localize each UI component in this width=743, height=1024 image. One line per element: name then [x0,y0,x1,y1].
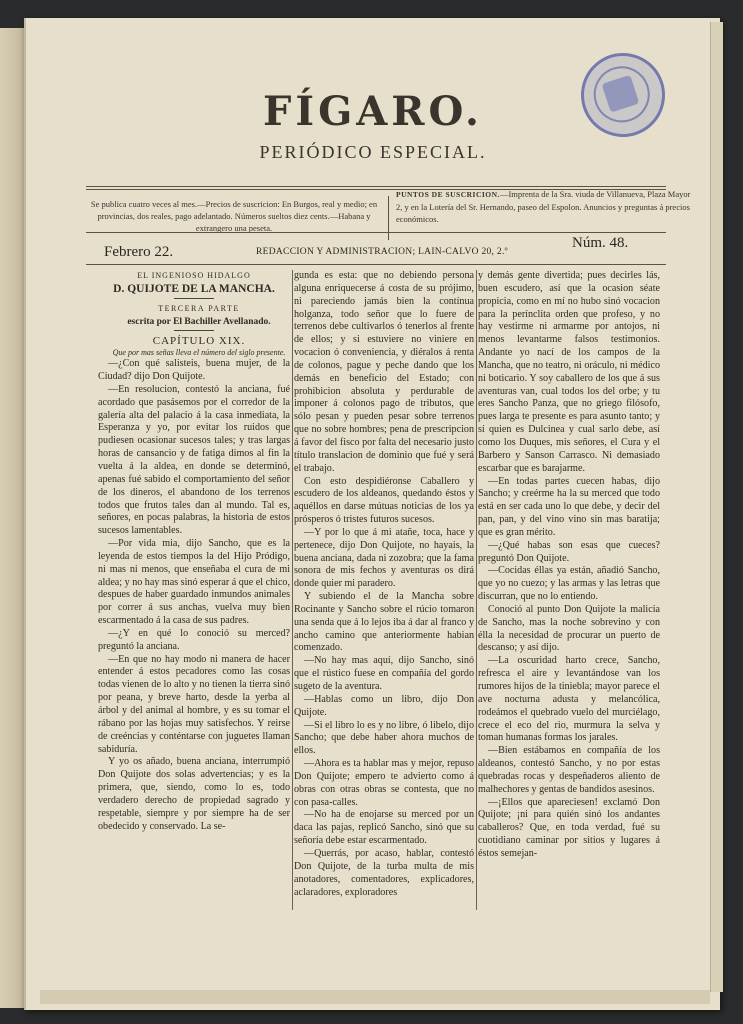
page-stack-edge [710,22,723,992]
paragraph: —En que no hay modo ni manera de hacer entender á estos pecadores como las cosas todas vienen de lo alto y no tienen la tierra sinó por peana, y breve harto, desde la yerba al árbol y del animal al hombre, y es su tomar el rábano por las hojas muy satisfechos. Y reirse de creéncias y conténtarse con juguetes llaman sabiduría. [98,653,290,755]
page-bottom-edge [40,990,710,1004]
column-1 [98,270,290,833]
paragraph: —Ahora es ta hablar mas y mejor, repuso Don Quijote; empero te advierto como á obras con otras obras se contesta, que no con pasa-calles. [294,758,474,808]
rule-top [86,186,666,187]
paragraph: —Por vida mia, dijo Sancho, que es la leyenda de estos tiempos la del Hijo Pródigo, ni mas ni menos, que enseñaba el cura de mi aldea; y no hay mas sinó esperar á que el chico, despues de haber guardado inmundos animales por correr á sus anchas, vuelva muy bien escarmentado á la casa de sus padres. [98,538,290,627]
paragraph: y demás gente divertida; pues decirles lás, buen escudero, así que la ocasion séate propicia, como en mí no hubo sinó vocacion para la perínclita orden que profeso, y no hay vestirme ni armarme por antojos, ni menos levantarme falsos testimonios. Andante yo nací de los campos de la Mancha, que no teatro, ni oráculo, ni médico ni boticario. Y soy caballero de los que á sus aventuras van, cual todos los del orbe; y tu eres Sancho Panza, que no griego filósofo, pues larga te presente es para asunto tanto; y sí quien es Dulcinea y cual sarlo debe, así como los Duques, mis señores, el Cura y el Barbero y Sanson Carrasco. Ni demasiado escarbar que es barajarme. [478,270,660,474]
masthead-subtitle: PERIÓDICO ESPECIAL. [259,142,487,162]
subscription-points [396,188,696,225]
paragraph: Y subiendo el de la Mancha sobre Rocinante y Sancho sobre el rúcio tomaron una senda que á lo lejos iba á dar al franco y ancho camino que anteriormente habian comenzado. [294,591,474,654]
paragraph: Y yo os añado, buena anciana, interrumpió Don Quijote dos solas advertencias; y es la primera, que, siendo, como lo es, todo verdadero derecho de propiedad sagrado y respetable, siempre y por siempre ha de ser obedecido y conservado. La se- [98,756,290,832]
chapter-epigraph: Que por mas señas lleva el número del siglo presente. [112,348,286,358]
rule-bottom [86,264,666,265]
rule-mid [86,232,666,233]
article-kicker: EL INGENIOSO HIDALGO [137,271,251,280]
article-author: escrita por El Bachiller Avellanado. [127,316,271,327]
article-title: D. QUIJOTE DE LA MANCHA. [113,282,275,295]
paragraph: Con esto despidiéronse Caballero y escudero de los aldeanos, quedando éstos y aquéllos en darse mútuas noticias de los ya prósperos ó tristes futuros sucesos. [294,475,474,526]
paragraph: —No ha de enojarse su merced por un daca las pajas, replicó Sancho, sinó que su señoría debe estar escarmentado. [294,809,474,847]
paragraph: —¿Y en qué lo conoció su merced? preguntó la anciana. [98,627,290,652]
paragraph: —En todas partes cuecen habas, dijo Sancho; y creérme ha la su merced que todo está en ser cada uno lo que debe, y decir del pan, pan, y del vino vino sin mas baratija; que es gran mérito. [478,475,660,538]
info-divider [388,196,389,240]
masthead-title: FÍGARO. [263,88,483,135]
paragraph: —¿Qué habas son esas que cueces? preguntó Don Quijote. [478,539,660,564]
newspaper-page [24,18,720,1010]
issue-number: Núm. 48. [572,235,629,251]
paragraph: —No hay mas aquí, dijo Sancho, sinó que el rústico fuese en compañía del gordo sugeto de la aventura. [294,655,474,692]
column-divider-1 [292,270,293,910]
subscription-points-text: —Imprenta de la Sra. viuda de Villanueva, Plaza Mayor 2, y en la Lotería del Sr. Hernando, paseo del Espolon. Anuncios y preguntas á precios económicos. [396,189,691,224]
paragraph: —¿Con qué salisteis, buena mujer, de la Ciudad? dijo Don Quijote. [98,358,290,383]
subscription-info: Se publica cuatro veces al mes.—Precios de suscricion: En Burgos, real y medio; en provincias, dos reales, pago adelantado. Números sueltos diez cents.—Habana y extrangero una peseta. [90,199,378,233]
chapter-heading: CAPÍTULO XIX. [152,335,246,348]
column-divider-2 [476,270,477,910]
paragraph: gunda es esta: que no debiendo persona alguna enriquecerse á costa de su prójimo, ni pareciendo jamás bien la contínua holganza, todo señor que lo fuere de terrenos debe cultivarlos ó tenerlos al frente de ellos; y si estuviere no viniere en vocacion ó conveniencia, y diéralos á renta de colonos, pague y peche dando que los demás en beneficio del Estado; con prohibicion absoluta y perdurable de imponer á colonos pago de tributos, que sólo pesan y pueden pesar sobre terrenos que no sobre hombres; pena de prescripcion á favor del fisco por falta del necesario justo título translacion de dominio que fué y será el trabajo. [294,270,474,474]
paragraph: Conoció al punto Don Quijote la malicia de Sancho, mas la noche sobrevino y con élla la necesidad de procurar un puerto de descanso; y así dijo. [478,603,660,654]
editorial-address: REDACCION Y ADMINISTRACION; LAIN-CALVO 20, 2.º [256,247,508,257]
paragraph: —Querrás, por acaso, hablar, contestó Don Quijote, de la turba multa de mis anotadores, comentadores, explicadores, aclaradores, exploradores [294,847,474,898]
paragraph: —Cocidas éllas ya están, añadió Sancho, que yo no cuezo; y las armas y las letras que discurran, que no lo entiendo. [478,565,660,603]
paragraph: —¡Ellos que apareciesen! exclamó Don Quijote; ¡ni para quién sinó los andantes caballeros? Que, en toda verdad, fué su cuotidiano caminar por sitios y lugares á éstos semejan- [478,796,660,859]
paragraph: —Hablas como un libro, dijo Don Quijote. [294,693,474,718]
article-part: TERCERA PARTE [158,303,240,313]
column-2 [294,270,474,899]
paragraph: —En resolucion, contestó la anciana, fué acordado que pasásemos por el corredor de la galería alta del palacio á la casa inmediata, la Esperanza y yo, por evitar los ruidos que pudiesen ocasionar sucesos tales; y tras largas horas de cansancio y de fatiga dimos al fin la vuelta á la aldea, en donde se determinó, apenas fué sabido el comportamiento del señor de los dineros, el abandono de los terrenos todos que frutos tales dan al mundo. Tal es, señores, en pocas palabras, la historia de estos sucesos lamentables. [98,383,290,537]
issue-date: Febrero 22. [104,244,174,260]
paragraph: —Si el libro lo es y no libre, ó libelo, dijo Sancho; que debe haber ahora muchos de ellos. [294,719,474,757]
paragraph: —Bien estábamos en compañía de los aldeanos, contestó Sancho, y no por estas quebradas rocas y despeñaderos aliento de malhechores y gentas de bandidos asesinos. [478,745,660,795]
paragraph: —Y por lo que á mi atañe, toca, hace y pertenece, dijo Don Quijote, no hayais, la buena anciana, dada ni zozobra; que la fama sonora de mis fechos y aventuras os dirá donde quier mi paradero. [294,526,474,590]
column-3 [478,270,660,861]
subscription-points-heading: PUNTOS DE SUSCRICION. [396,190,500,199]
paragraph: —La oscuridad harto crece, Sancho, refresca el aire y levantándose van los rumores hijos de la tiniebla; mayor parece el ave nocturna adusta y melancólica, rodeámos el quebrado vuelo del murciélago, crece el eco del rio, murmura la selva y toman humanas formas los jarales. [478,655,660,744]
